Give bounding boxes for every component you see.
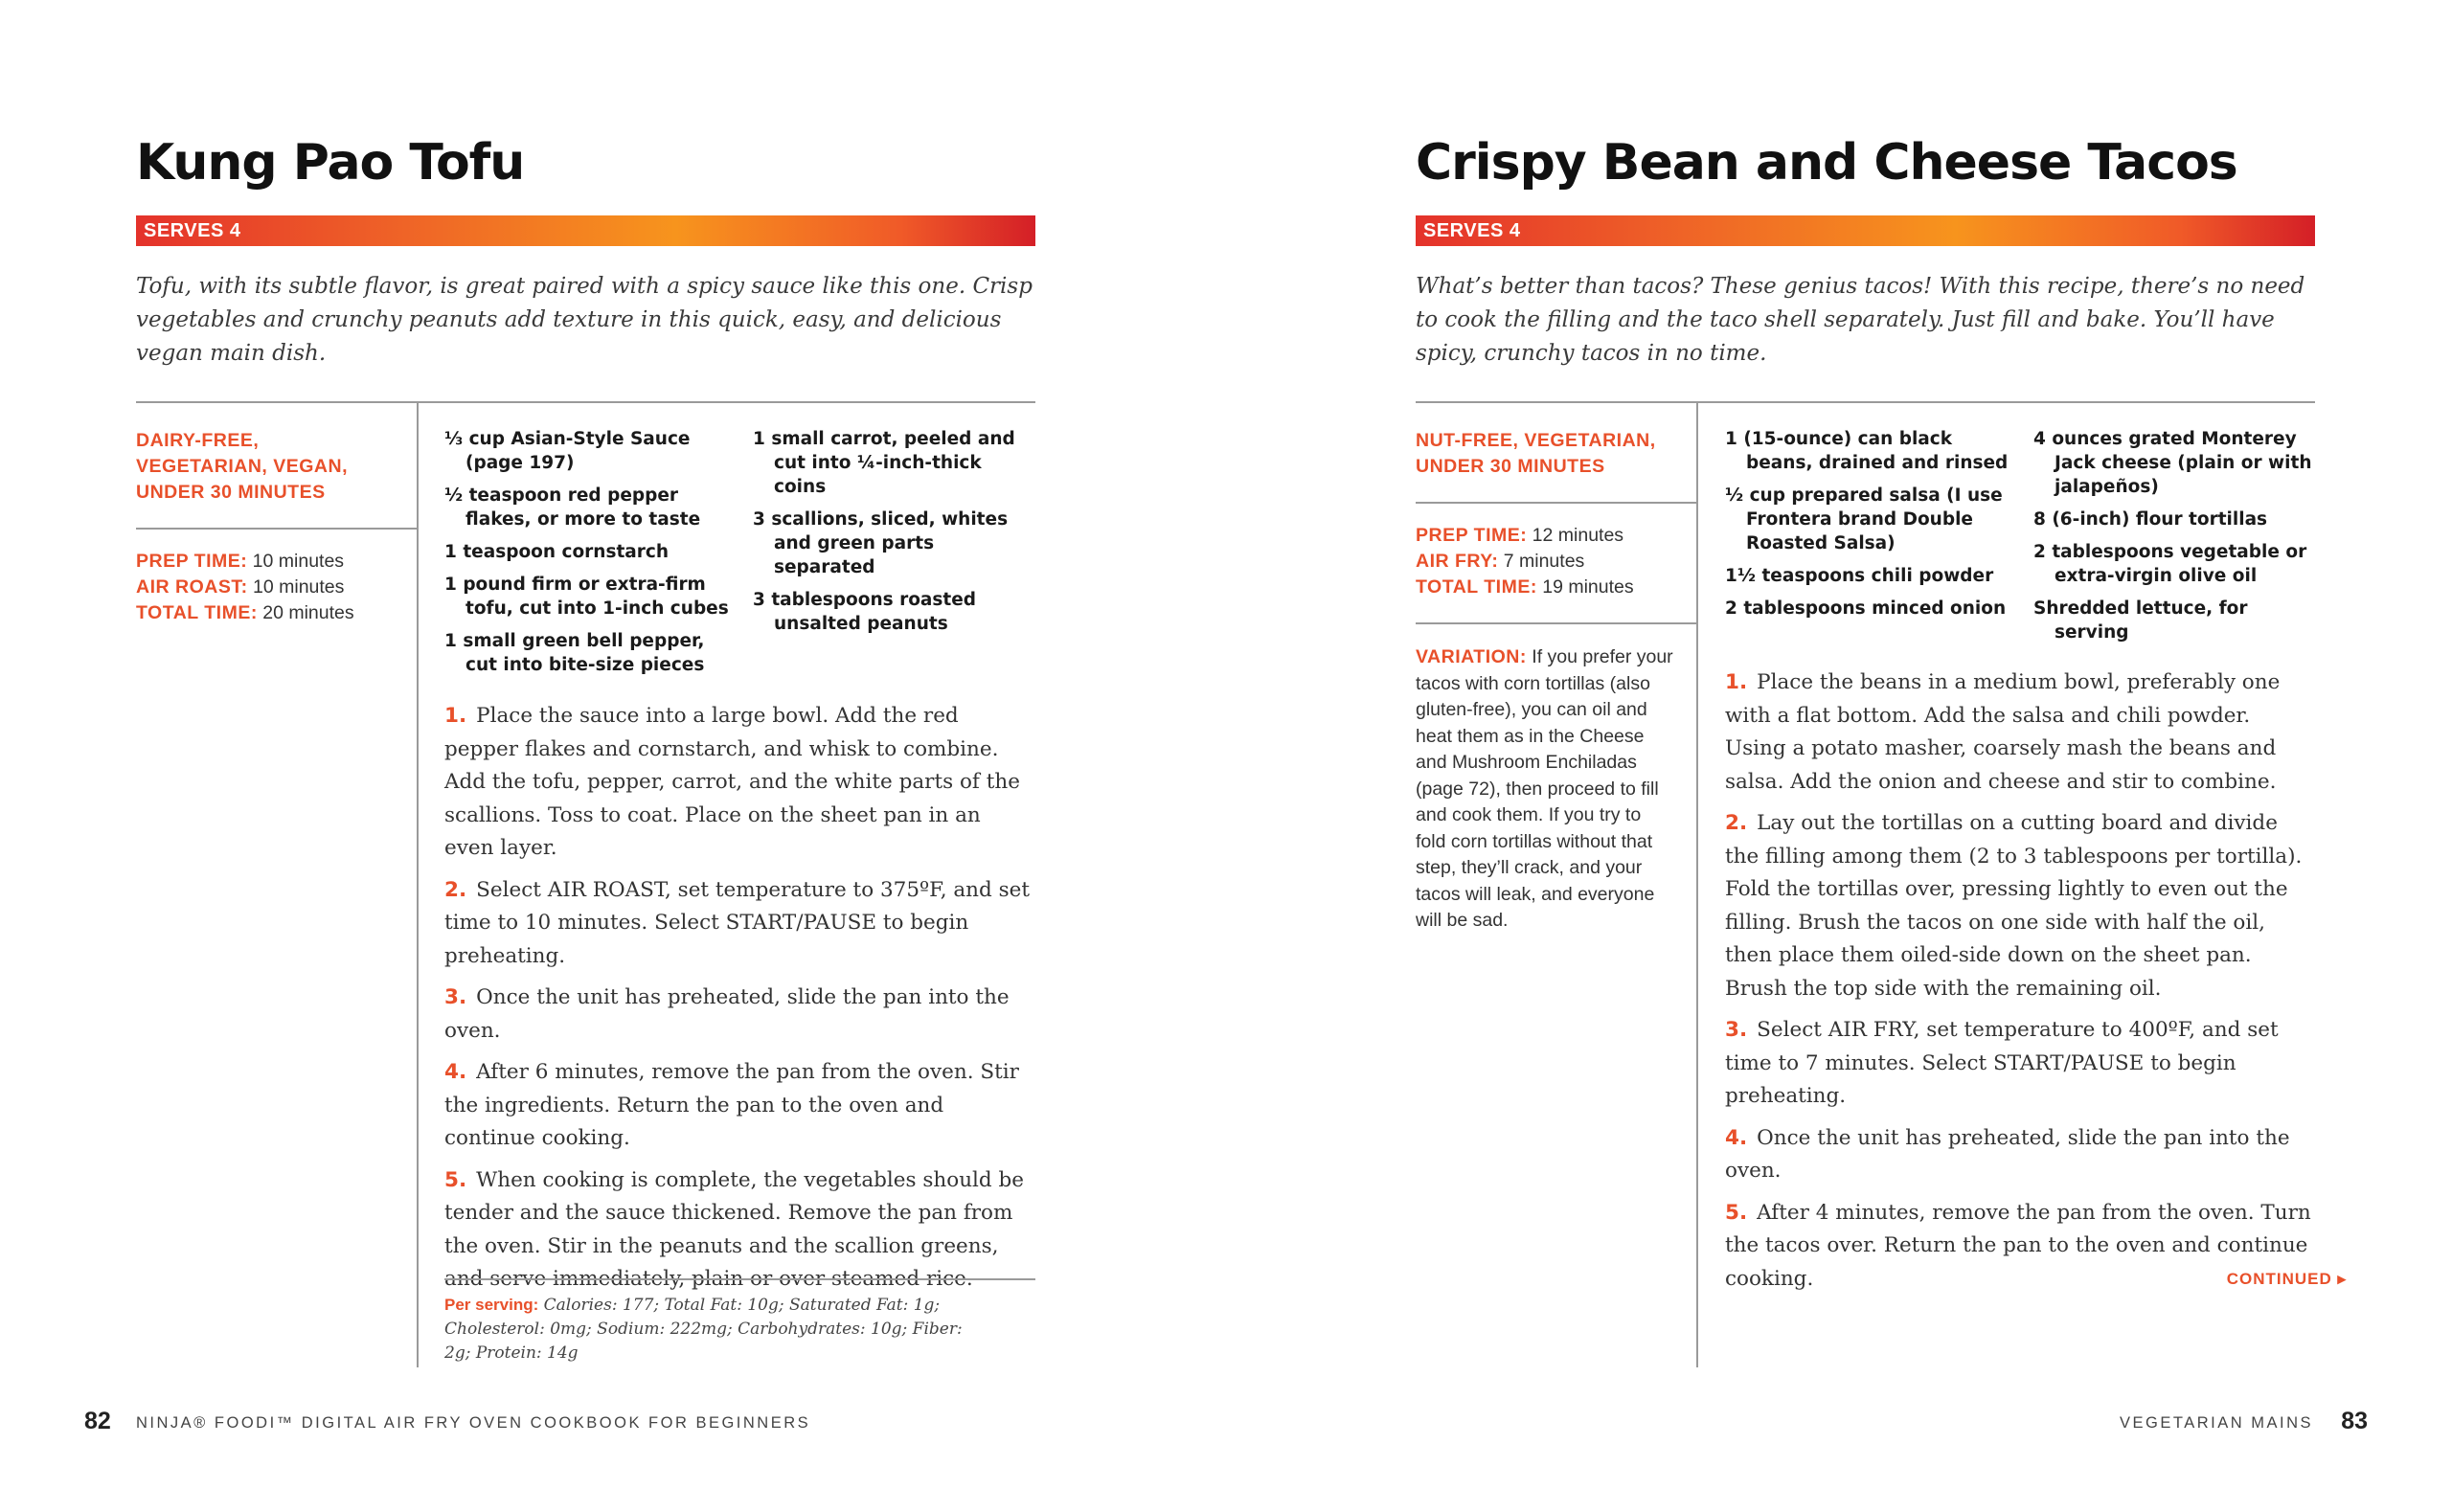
- instruction-steps: [444, 700, 1035, 1305]
- recipe-intro: Tofu, with its subtle flavor, is great paired with a spicy sauce like this one. Crisp vegetables and crunchy peanuts add texture in this quick, easy, and delicious vegan main dish.: [136, 274, 1033, 366]
- variation-note: VARIATION: If you prefer your tacos with corn tortillas (also gluten-free), you can oil and heat them as in the Cheese and Mushroom Enchiladas (page 72), then proceed to fill and cook them. If you try to fold corn tortillas without that step, they’ll crack, and your tacos will leak, and everyone will be sad.: [1416, 646, 1673, 931]
- diet-tags: NUT-FREE, VEGETARIAN, UNDER 30 MINUTES: [1416, 430, 1656, 477]
- page-number: 83: [2341, 1408, 2368, 1434]
- ingredient: ⅓ cup Asian-Style Sauce (page 197): [444, 429, 691, 473]
- ingredient: 1 small carrot, peeled and cut into ¼-inch-thick coins: [753, 429, 1015, 497]
- time-info: [1416, 523, 1634, 600]
- diet-tags: DAIRY-FREE, VEGETARIAN, VEGAN, UNDER 30 MINUTES: [136, 430, 348, 503]
- serves-banner: SERVES 4: [136, 215, 1035, 246]
- sidebar-divider: [1416, 622, 1696, 624]
- air-roast-time: AIR ROAST: 10 minutes: [136, 576, 345, 598]
- ingredient: ½ cup prepared salsa (I use Frontera brand Double Roasted Salsa): [1725, 485, 2003, 553]
- ingredient: 1 teaspoon cornstarch: [444, 542, 670, 562]
- ingredient: 2 tablespoons minced onion: [1725, 598, 2007, 619]
- step: 1. Place the sauce into a large bowl. Add the red pepper flakes and cornstarch, and whisk to combine. Add the tofu, pepper, carrot, and the white parts of the scallions. Toss to coat. Place on the sheet pan in an even layer.: [444, 704, 1020, 860]
- ingredient-list-2: [753, 427, 1035, 644]
- prep-time: PREP TIME: 10 minutes: [136, 551, 345, 572]
- ingredient: ½ teaspoon red pepper flakes, or more to taste: [444, 485, 701, 530]
- prep-time: PREP TIME: 12 minutes: [1416, 525, 1624, 546]
- divider: [136, 401, 1035, 403]
- ingredient-list-1: [444, 427, 732, 686]
- step: 2. Select AIR ROAST, set temperature to 375ºF, and set time to 10 minutes. Select START/PAUSE to begin preheating.: [444, 877, 1031, 968]
- step: 3. Once the unit has preheated, slide the pan into the oven.: [444, 985, 1010, 1043]
- serves-banner: SERVES 4: [1416, 215, 2315, 246]
- step: 4. After 6 minutes, remove the pan from the oven. Stir the ingredients. Return the pan to the oven and continue cooking.: [444, 1060, 1019, 1150]
- running-header: VEGETARIAN MAINS: [2120, 1414, 2313, 1432]
- ingredient: 1 small green bell pepper, cut into bite-size pieces: [444, 631, 705, 675]
- step: 3. Select AIR FRY, set temperature to 400ºF, and set time to 7 minutes. Select START/PAUSE to begin preheating.: [1725, 1018, 2279, 1108]
- ingredient-list-2: [2033, 427, 2316, 653]
- total-time: TOTAL TIME: 19 minutes: [1416, 576, 1634, 598]
- instruction-steps: [1725, 666, 2316, 1304]
- running-header: NINJA® FOODI™ DIGITAL AIR FRY OVEN COOKBOOK FOR BEGINNERS: [136, 1414, 811, 1432]
- recipe-title: Crispy Bean and Cheese Tacos: [1416, 134, 2237, 192]
- ingredient: 1 pound firm or extra-firm tofu, cut into 1-inch cubes: [444, 575, 729, 619]
- step: 1. Place the beans in a medium bowl, preferably one with a flat bottom. Add the salsa and chili powder. Using a potato masher, coarsely mash the beans and salsa. Add the onion and cheese and stir to combine.: [1725, 670, 2281, 794]
- column-divider: [417, 402, 419, 1367]
- step: 5. When cooking is complete, the vegetables should be tender and the sauce thickened. Remove the pan from the oven. Stir in the peanuts and the scallion greens, and serve immediately, plain or over steamed rice.: [444, 1167, 1025, 1291]
- right-page: [1226, 0, 2452, 1512]
- recipe-title: Kung Pao Tofu: [136, 134, 525, 192]
- total-time: TOTAL TIME: 20 minutes: [136, 602, 354, 623]
- ingredient: 8 (6-inch) flour tortillas: [2033, 509, 2268, 530]
- time-info: [136, 549, 354, 626]
- ingredient: 4 ounces grated Monterey Jack cheese (plain or with jalapeños): [2033, 429, 2312, 497]
- step: 2. Lay out the tortillas on a cutting board and divide the filling among them (2 to 3 tablespoons per tortilla). Fold the tortillas over, pressing lightly to even out the filling. Brush the tacos on one side with half the oil, then place them oiled-side down on the sheet pan. Brush the top side with the remaining oil.: [1725, 811, 2303, 1001]
- ingredient: 1 (15-ounce) can black beans, drained and rinsed: [1725, 429, 2009, 473]
- sidebar-divider: [1416, 502, 1696, 504]
- nutrition-divider: [444, 1278, 1035, 1280]
- page-number: 82: [84, 1408, 111, 1434]
- air-fry-time: AIR FRY: 7 minutes: [1416, 551, 1585, 572]
- ingredient-list-1: [1725, 427, 2012, 629]
- ingredient: 3 tablespoons roasted unsalted peanuts: [753, 590, 977, 634]
- nutrition-info: Per serving: Calories: 177; Total Fat: 10g; Saturated Fat: 1g; Cholesterol: 0mg; Sodium: 222mg; Carbohydrates: 10g; Fiber: 2g; Protein: 14g: [444, 1296, 963, 1363]
- ingredient: 3 scallions, sliced, whites and green parts separated: [753, 509, 1009, 577]
- continued-link: CONTINUED ▸: [2226, 1270, 2347, 1288]
- ingredient: 1½ teaspoons chili powder: [1725, 566, 1994, 586]
- recipe-intro: What’s better than tacos? These genius tacos! With this recipe, there’s no need to cook the filling and the taco shell separately. Just fill and bake. You’ll have spicy, crunchy tacos in no time.: [1416, 274, 2305, 366]
- step: 5. After 4 minutes, remove the pan from the oven. Turn the tacos over. Return the pan to the oven and continue cooking.: [1725, 1200, 2311, 1291]
- column-divider: [1696, 402, 1698, 1367]
- ingredient: Shredded lettuce, for serving: [2033, 598, 2248, 643]
- ingredient: 2 tablespoons vegetable or extra-virgin olive oil: [2033, 542, 2307, 586]
- step: 4. Once the unit has preheated, slide the pan into the oven.: [1725, 1125, 2290, 1183]
- sidebar-divider: [136, 528, 417, 530]
- divider: [1416, 401, 2315, 403]
